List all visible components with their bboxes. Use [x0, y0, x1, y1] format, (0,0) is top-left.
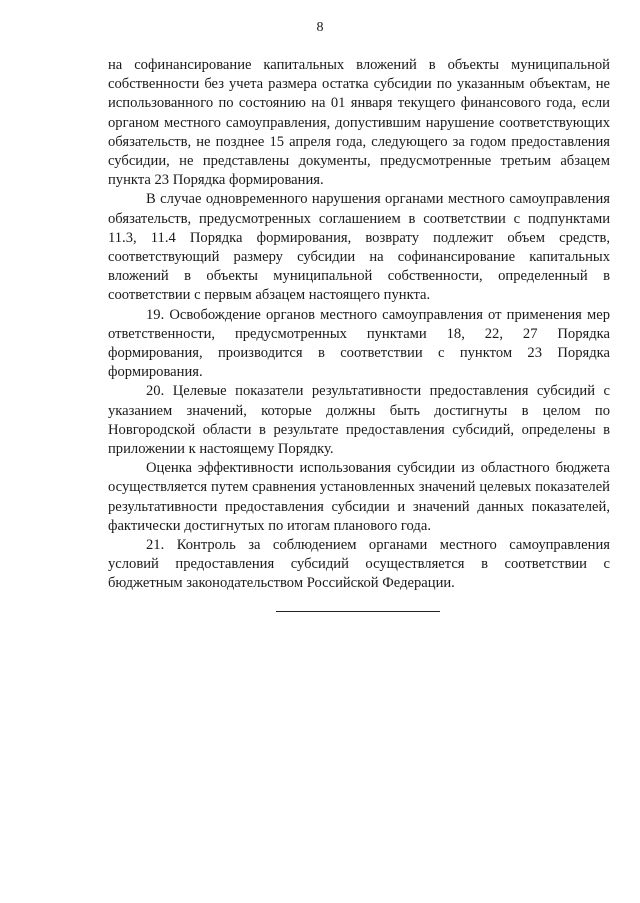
document-body: [108, 56, 610, 594]
end-of-text-divider: [276, 611, 440, 612]
page-number: 8: [316, 20, 324, 35]
paragraph-item-21: 21. Контроль за соблюдением органами местного самоуправления условий предоставления субсидий осуществляется в соответствии с бюджетным законодательством Российской Федерации.: [108, 537, 610, 592]
paragraph-item-20: 20. Целевые показатели результативности предоставления субсидий с указанием значений, которые должны быть достигнуты в целом по Новгородской области в результате предоставления субсидий, определены в приложении к настоящему Порядку.: [108, 383, 610, 458]
paragraph-continuation: на софинансирование капитальных вложений в объекты муниципальной собственности без учета размера остатка субсидии по указанным объектам, не использованного по состоянию на 01 января текущего финансового года, если органом местного самоуправления, допустившим нарушение соответствующих обязательств, не позднее 15 апреля года, следующего за годом предоставления субсидии, не представлены документы, предусмотренные третьим абзацем пункта 23 Порядка формирования.: [108, 57, 610, 189]
paragraph-item-19: 19. Освобождение органов местного самоуправления от применения мер ответственности, предусмотренных пунктами 18, 22, 27 Порядка формирования, производится в соответствии с пунктом 23 Порядка формирования.: [108, 306, 610, 381]
paragraph-efficiency-assessment: Оценка эффективности использования субсидии из областного бюджета осуществляется путем сравнения установленных значений целевых показателей результативности предоставления субсидии и значений данных показателей, фактически достигнутых по итогам планового года.: [108, 460, 610, 534]
paragraph-simultaneous-violation: В случае одновременного нарушения органами местного самоуправления обязательств, предусмотренных соглашением в соответствии с подпунктами 11.3, 11.4 Порядка формирования, возврату подлежит объем средств, соответствующий размеру субсидии на софинансирование капитальных вложений в объекты муниципальной собственности, определенный в соответствии с первым абзацем настоящего пункта.: [108, 191, 610, 304]
